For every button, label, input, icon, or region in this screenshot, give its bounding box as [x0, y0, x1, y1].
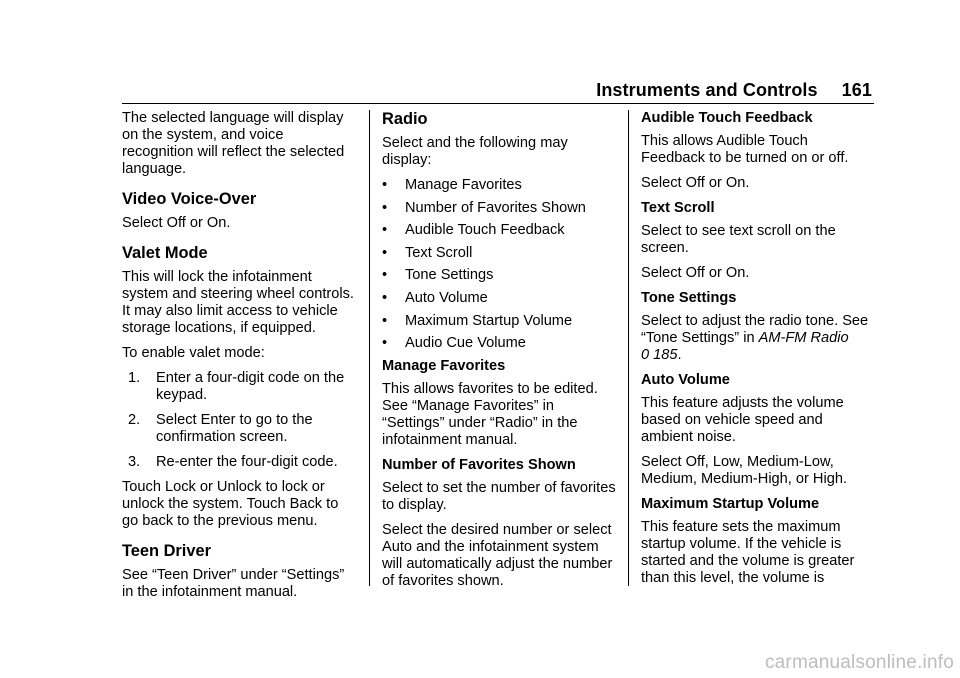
paragraph: Select Off or On. — [122, 215, 231, 231]
bullet: • — [382, 222, 388, 239]
paragraph: Select to see text scroll on the screen. — [641, 223, 836, 256]
paragraph: This allows favorites to be edited. See “Manage Favorites” in “Settings” under “Radio” in the infotainment manual. — [382, 380, 598, 448]
list-item — [382, 267, 616, 284]
paragraph: This feature sets the maximum startup volume. If the vehicle is started and the volume is greater than this level, the volume is — [641, 519, 855, 586]
paragraph: Select Off or On. — [641, 265, 750, 281]
bullet: • — [382, 177, 388, 193]
bullet: • — [382, 335, 388, 352]
column-1 — [122, 110, 356, 609]
step-text: Enter a four-digit code on the keypad. — [156, 370, 345, 403]
list-item-text: Number of Favorites Shown — [405, 199, 586, 216]
subheading-auto-volume: Auto Volume — [641, 372, 730, 388]
paragraph: Touch Lock or Unlock to lock or unlock the system. Touch Back to go back to the previous menu. — [122, 479, 339, 529]
bullet: • — [382, 267, 388, 284]
list-item — [382, 200, 616, 217]
bullet: • — [382, 289, 388, 306]
subheading-number-of-favorites: Number of Favorites Shown — [382, 456, 576, 473]
paragraph: Select to set the number of favorites to display. — [382, 479, 616, 513]
column-divider-2 — [628, 110, 629, 586]
paragraph-tone-settings — [641, 313, 875, 364]
paragraph: This feature adjusts the volume based on vehicle speed and ambient noise. — [641, 395, 844, 445]
heading-radio: Radio — [382, 110, 428, 128]
paragraph: See “Teen Driver” under “Settings” in the infotainment manual. — [122, 567, 345, 600]
subheading-audible-touch-feedback: Audible Touch Feedback — [641, 110, 813, 126]
subheading-text-scroll: Text Scroll — [641, 200, 715, 216]
list-item-text: Manage Favorites — [405, 177, 522, 193]
step-number: 3. — [128, 454, 141, 470]
list-item-text: Text Scroll — [405, 244, 473, 261]
cross-reference-link[interactable]: AM-FM Radio — [758, 330, 849, 346]
step-number: 2. — [128, 412, 141, 428]
subheading-tone-settings: Tone Settings — [641, 290, 737, 306]
step-number: 1. — [128, 370, 141, 386]
step-text: Re-enter the four-digit code. — [156, 454, 338, 470]
page-reference[interactable]: 0 185 — [641, 347, 678, 363]
heading-teen-driver: Teen Driver — [122, 542, 211, 560]
header-divider — [122, 103, 874, 104]
list-item — [382, 245, 616, 262]
heading-video-voice-over: Video Voice-Over — [122, 190, 257, 208]
list-item-text: Audible Touch Feedback — [405, 222, 565, 239]
bullet: • — [382, 199, 388, 216]
subheading-maximum-startup-volume: Maximum Startup Volume — [641, 496, 820, 512]
column-divider-1 — [369, 110, 370, 586]
paragraph: Select Off or On. — [641, 175, 750, 191]
list-item — [382, 313, 616, 330]
list-item — [122, 454, 356, 471]
column-3 — [641, 110, 875, 595]
radio-options-list — [382, 177, 616, 352]
list-item-text: Maximum Startup Volume — [405, 312, 573, 329]
text: Select to adjust the radio tone. See “Tone Settings” in — [641, 313, 869, 346]
list-item-text: Auto Volume — [405, 289, 488, 306]
paragraph: The selected language will display on the system, and voice recognition will reflect the selected language. — [122, 110, 345, 177]
list-item — [382, 177, 616, 194]
paragraph: This will lock the infotainment system and steering wheel controls. It may also limit access to vehicle storage locations, if equipped. — [122, 269, 354, 336]
list-item — [382, 335, 616, 352]
paragraph: Select Off, Low, Medium-Low, Medium, Medium-High, or High. — [641, 454, 848, 487]
paragraph: Select and the following may display: — [382, 135, 568, 168]
bullet: • — [382, 312, 388, 329]
list-item — [122, 370, 356, 404]
watermark: carmanualsonline.info — [764, 652, 954, 673]
subheading-manage-favorites: Manage Favorites — [382, 357, 506, 374]
paragraph: To enable valet mode: — [122, 345, 265, 361]
list-item — [382, 290, 616, 307]
section-title: Instruments and Controls — [596, 80, 818, 100]
page-number: 161 — [841, 80, 872, 100]
column-2 — [382, 110, 616, 598]
list-item — [122, 412, 356, 446]
paragraph: This allows Audible Touch Feedback to be turned on or off. — [641, 133, 849, 166]
step-text: Select Enter to go to the confirmation screen. — [156, 412, 313, 445]
page-header — [596, 80, 872, 101]
heading-valet-mode: Valet Mode — [122, 244, 208, 262]
paragraph: Select the desired number or select Auto and the infotainment system will automatically adjust the number of favorites shown. — [382, 521, 613, 589]
list-item-text: Tone Settings — [405, 267, 494, 284]
list-item — [382, 222, 616, 239]
text: . — [677, 347, 682, 363]
valet-steps — [122, 370, 356, 471]
bullet: • — [382, 244, 388, 261]
list-item-text: Audio Cue Volume — [405, 335, 526, 352]
